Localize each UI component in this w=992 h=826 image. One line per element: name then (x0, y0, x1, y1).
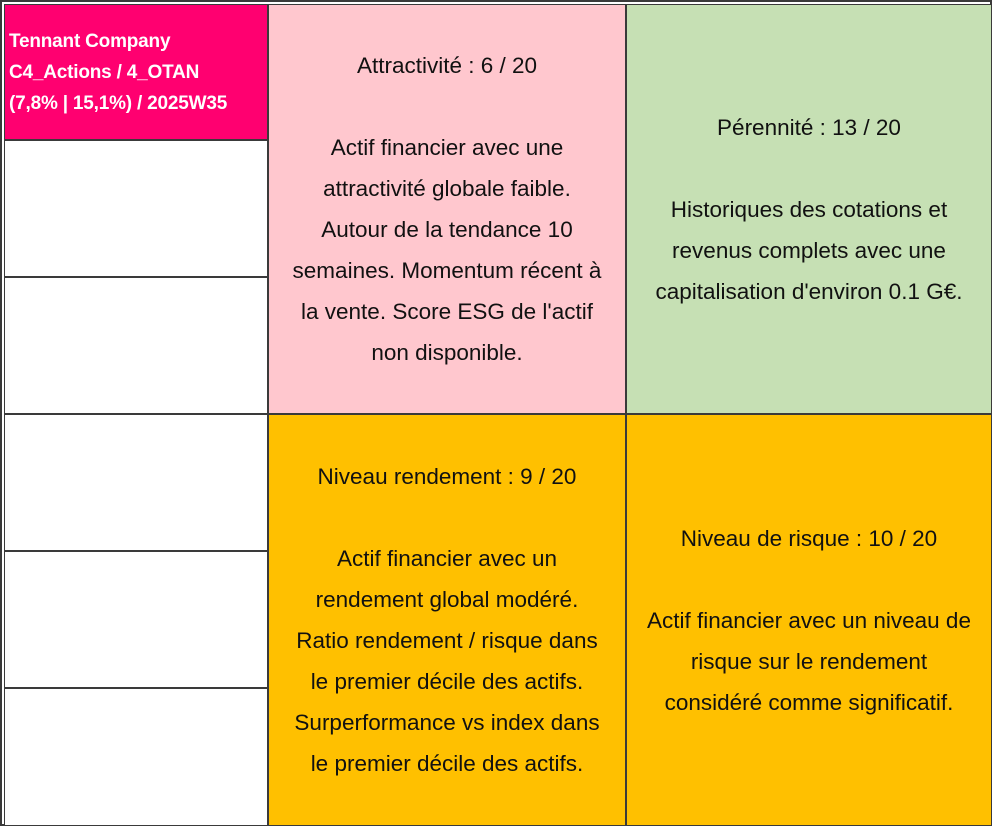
rendement-text-line: rendement global modéré. (315, 587, 579, 612)
attractivite-text-line: la vente. Score ESG de l'actif (301, 299, 593, 324)
attractivite-text-line: non disponible. (371, 340, 523, 365)
perennite-heading: Pérennité : 13 / 20 (717, 114, 901, 140)
risque-text-line: risque sur le rendement (690, 648, 928, 674)
asset-name: Tennant Company (9, 31, 171, 52)
attractivite-text-line: attractivité globale faible. (323, 176, 571, 201)
asset-category: C4_Actions / 4_OTAN (9, 62, 200, 83)
attractivite-heading: Attractivité : 6 / 20 (356, 53, 538, 78)
rendement-text-line: le premier décile des actifs. (310, 751, 584, 776)
rendement-box (268, 414, 626, 826)
rendement-text-line: Ratio rendement / risque dans (296, 628, 598, 653)
asset-title-cell (4, 4, 268, 140)
empty-cell-1 (4, 140, 268, 277)
perennite-box (626, 4, 992, 414)
asset-performance-week: (7,8% | 15,1%) / 2025W35 (9, 93, 228, 114)
risque-box (626, 414, 992, 826)
perennite-text-line: Historiques des cotations et (670, 196, 948, 222)
attractivite-text-line: Autour de la tendance 10 (321, 217, 573, 242)
risque-text-line: considéré comme significatif. (664, 689, 954, 715)
rendement-text-line: Surperformance vs index dans (294, 710, 600, 735)
attractivite-box (268, 4, 626, 414)
empty-cell-3 (4, 414, 268, 551)
empty-cell-5 (4, 688, 268, 826)
empty-cell-2 (4, 277, 268, 414)
attractivite-text-line: semaines. Momentum récent à (292, 258, 602, 283)
empty-cell-4 (4, 551, 268, 688)
risque-text-line: Actif financier avec un niveau de (647, 607, 971, 633)
attractivite-text-line: Actif financier avec une (330, 135, 564, 160)
risque-heading: Niveau de risque : 10 / 20 (680, 525, 938, 551)
perennite-text-line: capitalisation d'environ 0.1 G€. (655, 278, 963, 304)
rendement-text-line: le premier décile des actifs. (310, 669, 584, 694)
rendement-text-line: Actif financier avec un (336, 546, 558, 571)
rendement-heading: Niveau rendement : 9 / 20 (317, 464, 577, 489)
perennite-text-line: revenus complets avec une (672, 237, 946, 263)
